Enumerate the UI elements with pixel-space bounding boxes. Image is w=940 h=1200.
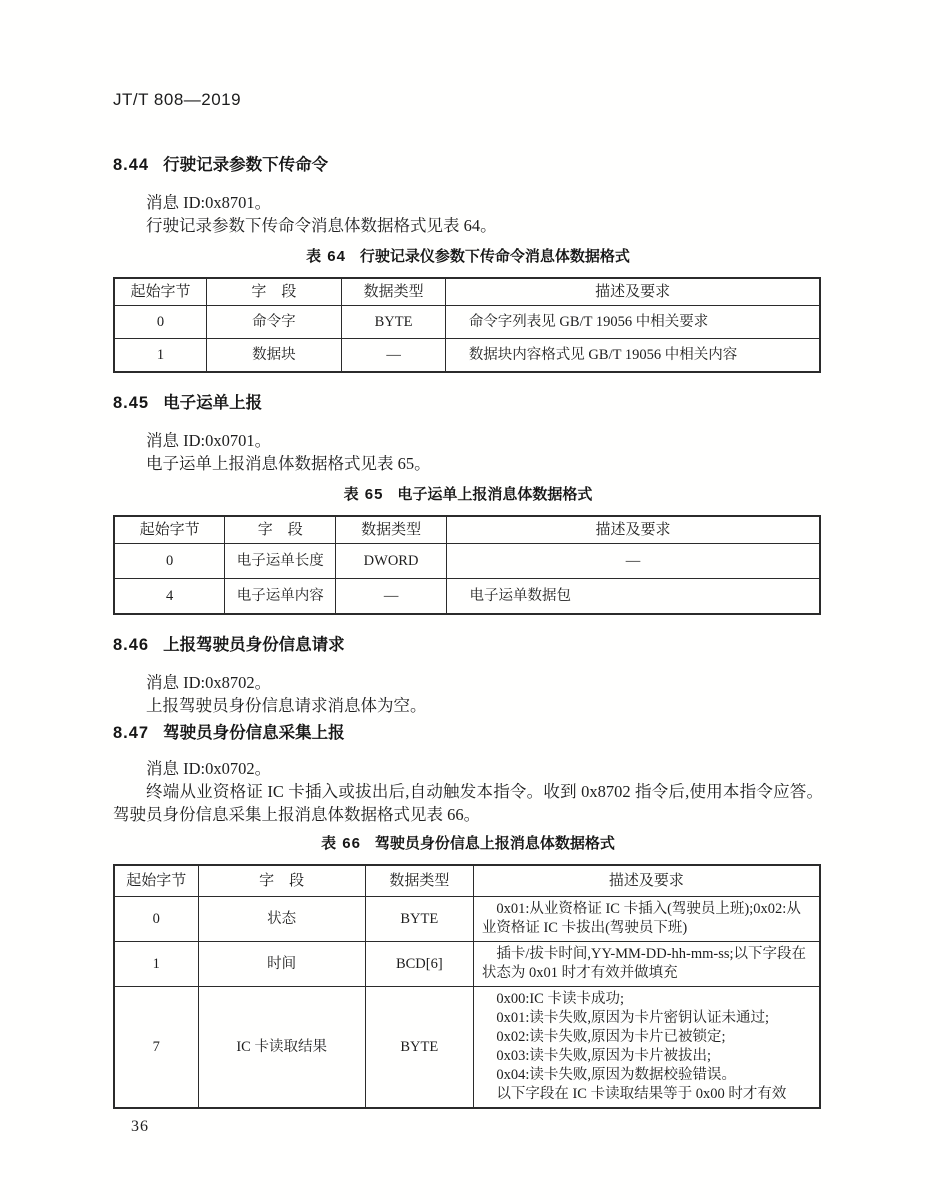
table-row [114, 339, 820, 373]
section-8-44 [113, 155, 823, 373]
column-header-field: 字 段 [198, 865, 365, 897]
page-content [113, 0, 823, 1137]
table-caption-label: 表 64 [306, 248, 346, 265]
cell-start-byte: 7 [114, 987, 198, 1109]
section-heading [113, 723, 823, 743]
cell-start-byte: 0 [114, 897, 198, 942]
cell-data-type: BYTE [365, 987, 473, 1109]
table-66 [113, 864, 821, 1109]
table-row [114, 544, 820, 579]
section-8-47 [113, 723, 823, 1109]
cell-data-type: BCD[6] [365, 942, 473, 987]
paragraph-message-id: 消息 ID:0x8702。 [146, 673, 272, 692]
section-8-45 [113, 393, 823, 615]
paragraph-body: 终端从业资格证 IC 卡插入或拔出后,自动触发本指令。收到 0x8702 指令后,使用本指令应答。驾驶员身份信息采集上报消息体数据格式见表 66。 [113, 782, 823, 824]
section-title: 上报驾驶员身份信息请求 [163, 636, 345, 654]
section-title: 驾驶员身份信息采集上报 [163, 724, 345, 742]
paragraph-body: 上报驾驶员身份信息请求消息体为空。 [146, 696, 427, 715]
cell-start-byte: 0 [114, 306, 206, 339]
table-65 [113, 515, 821, 615]
table-caption-label: 表 65 [343, 486, 384, 503]
cell-start-byte: 1 [114, 942, 198, 987]
section-title: 电子运单上报 [163, 394, 263, 412]
column-header-start-byte: 起始字节 [114, 278, 206, 306]
section-number: 8.45 [113, 394, 150, 412]
document-code: JT/T 808—2019 [113, 90, 242, 109]
cell-start-byte: 0 [114, 544, 225, 579]
section-heading [113, 393, 823, 413]
column-header-description: 描述及要求 [473, 865, 820, 897]
cell-data-type: BYTE [365, 897, 473, 942]
table-caption [113, 485, 823, 505]
cell-data-type: — [341, 339, 445, 373]
paragraph-message-id: 消息 ID:0x0701。 [146, 431, 272, 450]
paragraph-table-ref: 电子运单上报消息体数据格式见表 65。 [146, 454, 431, 473]
section-heading [113, 635, 823, 655]
paragraph-message-id: 消息 ID:0x0702。 [146, 759, 272, 778]
cell-description: 0x00:IC 卡读卡成功; 0x01:读卡失败,原因为卡片密钥认证未通过; 0x02:读卡失败,原因为卡片已被锁定; 0x03:读卡失败,原因为卡片被拔出; 0x04:读卡失败,原因为数据校验错误。 以下字段在 IC 卡读取结果等于 0x00 时才有效 [473, 987, 820, 1109]
cell-field: 数据块 [206, 339, 341, 373]
column-header-field: 字 段 [225, 516, 336, 544]
section-title: 行驶记录参数下传命令 [163, 156, 329, 174]
cell-description: 命令字列表见 GB/T 19056 中相关要求 [446, 306, 820, 339]
cell-description: 插卡/拔卡时间,YY-MM-DD-hh-mm-ss;以下字段在状态为 0x01 时才有效并做填充 [473, 942, 820, 987]
table-caption-label: 表 66 [321, 835, 361, 852]
table-caption [113, 247, 823, 267]
table-caption [113, 834, 823, 854]
cell-field: 电子运单内容 [225, 579, 336, 615]
table-row [114, 987, 820, 1109]
table-header-row [114, 516, 820, 544]
cell-description: 数据块内容格式见 GB/T 19056 中相关内容 [446, 339, 820, 373]
section-8-46 [113, 635, 823, 717]
column-header-description: 描述及要求 [446, 516, 820, 544]
table-caption-title: 电子运单上报消息体数据格式 [397, 486, 593, 503]
cell-data-type: BYTE [341, 306, 445, 339]
table-header-row [114, 865, 820, 897]
column-header-start-byte: 起始字节 [114, 516, 225, 544]
table-row [114, 306, 820, 339]
table-caption-title: 行驶记录仪参数下传命令消息体数据格式 [359, 248, 630, 265]
cell-data-type: DWORD [336, 544, 447, 579]
cell-description: — [446, 544, 820, 579]
column-header-data-type: 数据类型 [341, 278, 445, 306]
column-header-start-byte: 起始字节 [114, 865, 198, 897]
table-header-row [114, 278, 820, 306]
cell-start-byte: 1 [114, 339, 206, 373]
cell-data-type: — [336, 579, 447, 615]
column-header-field: 字 段 [206, 278, 341, 306]
table-row [114, 942, 820, 987]
cell-field: IC 卡读取结果 [198, 987, 365, 1109]
cell-field: 状态 [198, 897, 365, 942]
section-number: 8.46 [113, 636, 150, 654]
cell-description: 0x01:从业资格证 IC 卡插入(驾驶员上班);0x02:从业资格证 IC 卡拔出(驾驶员下班) [473, 897, 820, 942]
section-number: 8.47 [113, 724, 150, 742]
page-number: 36 [131, 1118, 149, 1135]
cell-field: 命令字 [206, 306, 341, 339]
cell-description: 电子运单数据包 [446, 579, 820, 615]
cell-start-byte: 4 [114, 579, 225, 615]
column-header-data-type: 数据类型 [365, 865, 473, 897]
column-header-data-type: 数据类型 [336, 516, 447, 544]
table-row [114, 897, 820, 942]
section-number: 8.44 [113, 156, 150, 174]
table-row [114, 579, 820, 615]
table-64 [113, 277, 821, 373]
paragraph-table-ref: 行驶记录参数下传命令消息体数据格式见表 64。 [146, 216, 497, 235]
paragraph-message-id: 消息 ID:0x8701。 [146, 193, 272, 212]
table-caption-title: 驾驶员身份信息上报消息体数据格式 [374, 835, 615, 852]
cell-field: 电子运单长度 [225, 544, 336, 579]
section-heading [113, 155, 823, 175]
cell-field: 时间 [198, 942, 365, 987]
column-header-description: 描述及要求 [446, 278, 820, 306]
